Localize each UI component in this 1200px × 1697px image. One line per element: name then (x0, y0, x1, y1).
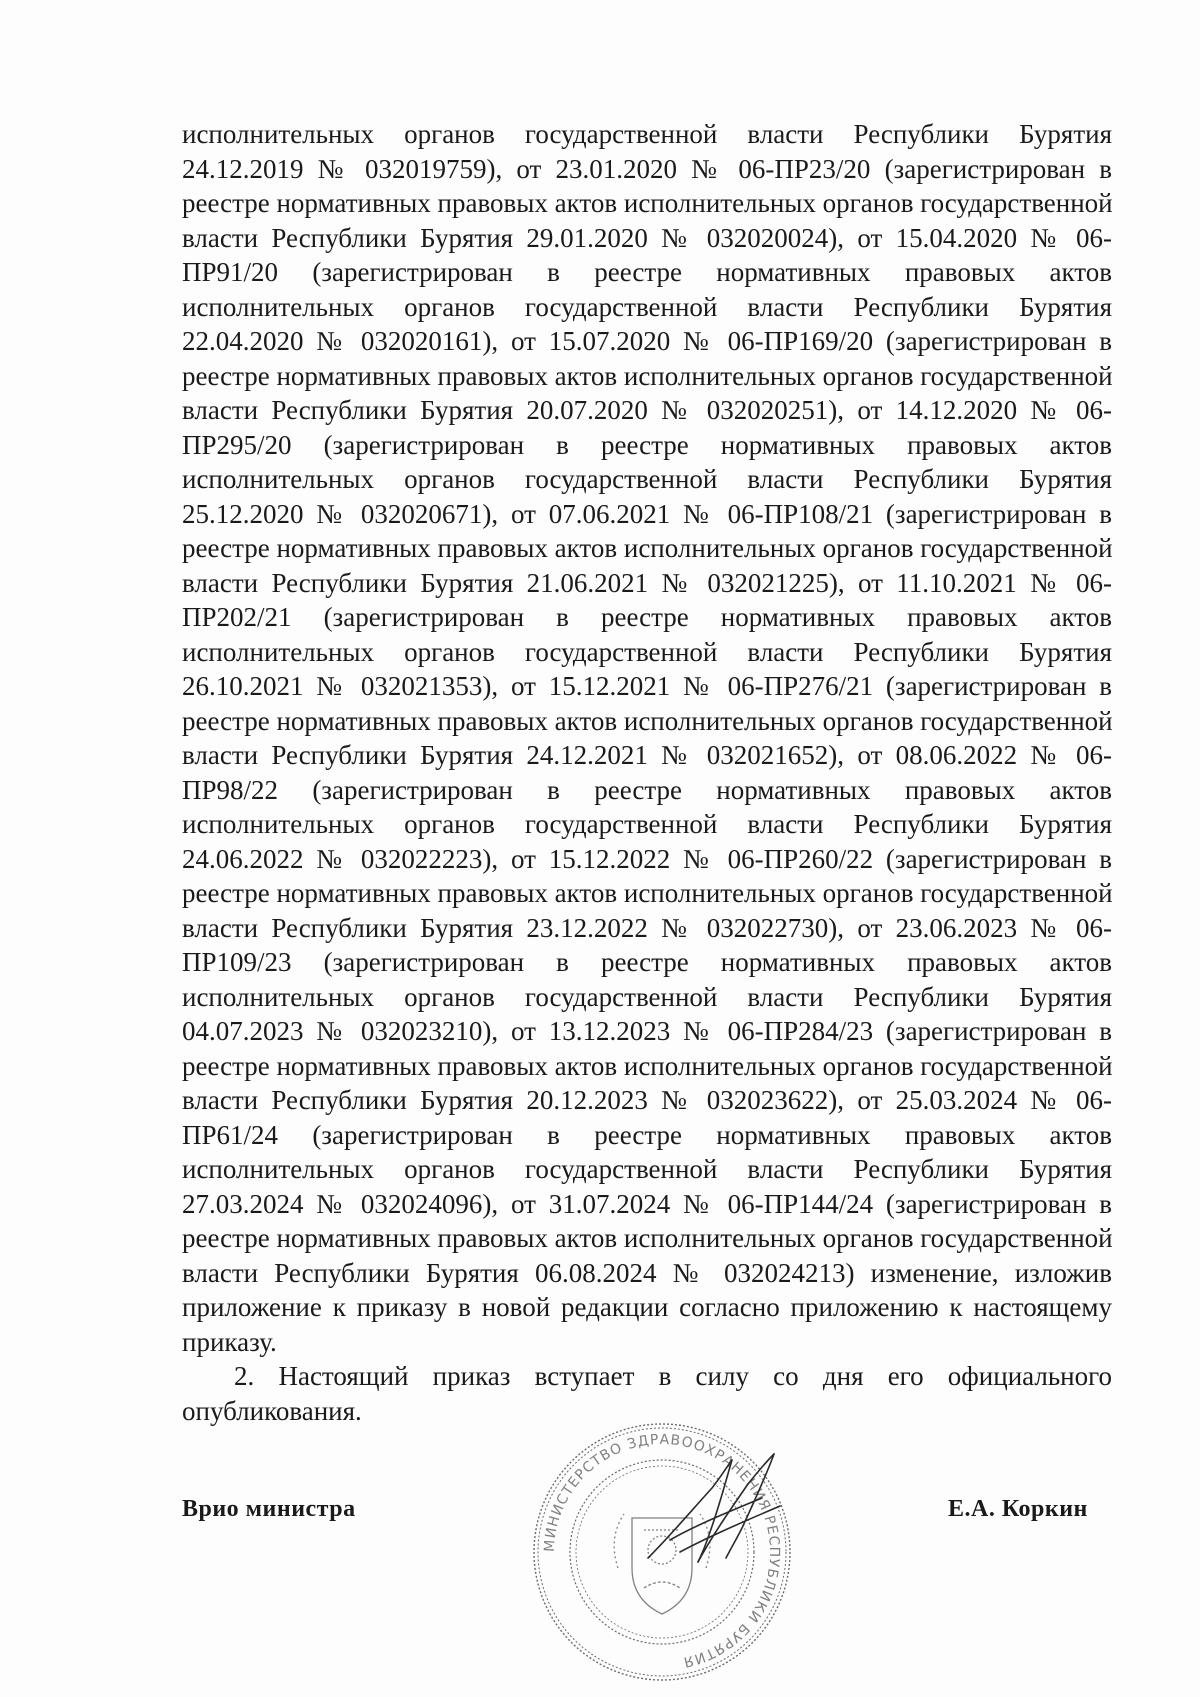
text-line: исполнительных органов государственной власти Республики Бурятия (182, 981, 1112, 1012)
text-line: власти Республики Бурятия 20.12.2023 № 032023622), от 25.03.2024 № 06- (182, 1085, 1112, 1115)
text-line: 24.06.2022 № 032022223), от 15.12.2022 № 06-ПР260/22 (зарегистрирован в (182, 843, 1112, 874)
seal-ring-text: МИНИСТЕРСТВО ЗДРАВООХРАНЕНИЯ РЕСПУБЛИКИ БУРЯТИЯ (541, 1431, 783, 1670)
text-line: 2. Настоящий приказ вступает в силу со дня его официального (234, 1361, 1112, 1391)
text-line: 25.12.2020 № 032020671), от 07.06.2021 № 06-ПР108/21 (зарегистрирован в (182, 498, 1112, 529)
text-line: власти Республики Бурятия 20.07.2020 № 032020251), от 14.12.2020 № 06- (182, 395, 1112, 425)
text-line: реестре нормативных правовых актов исполнительных органов государственной (182, 878, 1113, 908)
text-line: реестре нормативных правовых актов исполнительных органов государственной (182, 360, 1113, 391)
text-line: 04.07.2023 № 032023210), от 13.12.2023 № 06-ПР284/23 (зарегистрирован в (182, 1016, 1112, 1046)
text-line: приложение к приказу в новой редакции согласно приложению к настоящему (182, 1292, 1112, 1322)
text-line: реестре нормативных правовых актов исполнительных органов государственной (182, 705, 1113, 736)
text-line: 22.04.2020 № 032020161), от 15.07.2020 № 06-ПР169/20 (зарегистрирован в (182, 326, 1112, 356)
text-line: 27.03.2024 № 032024096), от 31.07.2024 № 06-ПР144/24 (зарегистрирован в (182, 1188, 1112, 1219)
text-line: ПР61/24 (зарегистрирован в реестре нормативных правовых актов (182, 1119, 1112, 1150)
text-line: исполнительных органов государственной власти Республики Бурятия (182, 464, 1112, 494)
text-line: исполнительных органов государственной власти Республики Бурятия (182, 291, 1112, 322)
text-line: 26.10.2021 № 032021353), от 15.12.2021 № 06-ПР276/21 (зарегистрирован в (182, 671, 1112, 701)
text-line: исполнительных органов государственной власти Республики Бурятия (182, 119, 1112, 149)
text-line: ПР202/21 (зарегистрирован в реестре нормативных правовых актов (182, 602, 1112, 632)
text-line: ПР295/20 (зарегистрирован в реестре нормативных правовых актов (182, 429, 1112, 460)
handwritten-signature (640, 1440, 790, 1580)
text-line: ПР91/20 (зарегистрирован в реестре нормативных правовых актов (182, 257, 1112, 287)
text-line: власти Республики Бурятия 23.12.2022 № 032022730), от 23.06.2023 № 06- (182, 912, 1112, 943)
text-line: власти Республики Бурятия 21.06.2021 № 032021225), от 11.10.2021 № 06- (182, 567, 1112, 598)
text-line: исполнительных органов государственной власти Республики Бурятия (182, 1154, 1112, 1184)
text-line: исполнительных органов государственной власти Республики Бурятия (182, 636, 1112, 667)
text-line: ПР98/22 (зарегистрирован в реестре нормативных правовых актов (182, 774, 1112, 805)
text-line: реестре нормативных правовых актов исполнительных органов государственной (182, 188, 1113, 218)
text-line: опубликования. (182, 1395, 362, 1426)
text-line: власти Республики Бурятия 24.12.2021 № 032021652), от 08.06.2022 № 06- (182, 740, 1112, 770)
text-line: власти Республики Бурятия 06.08.2024 № 032024213) изменение, изложив (182, 1257, 1112, 1288)
document-body (182, 117, 1112, 1428)
signatory-role: Врио министра (182, 1496, 356, 1522)
text-line: исполнительных органов государственной власти Республики Бурятия (182, 809, 1112, 839)
text-line: власти Республики Бурятия 29.01.2020 № 032020024), от 15.04.2020 № 06- (182, 222, 1112, 253)
text-line: ПР109/23 (зарегистрирован в реестре нормативных правовых актов (182, 947, 1112, 977)
text-line: реестре нормативных правовых актов исполнительных органов государственной (182, 533, 1113, 563)
text-line: реестре нормативных правовых актов исполнительных органов государственной (182, 1223, 1113, 1253)
text-line: реестре нормативных правовых актов исполнительных органов государственной (182, 1050, 1113, 1081)
text-line: 24.12.2019 № 032019759), от 23.01.2020 № 06-ПР23/20 (зарегистрирован в (182, 153, 1112, 184)
text-line: приказу. (182, 1326, 277, 1357)
signatory-name: Е.А. Коркин (948, 1496, 1088, 1522)
